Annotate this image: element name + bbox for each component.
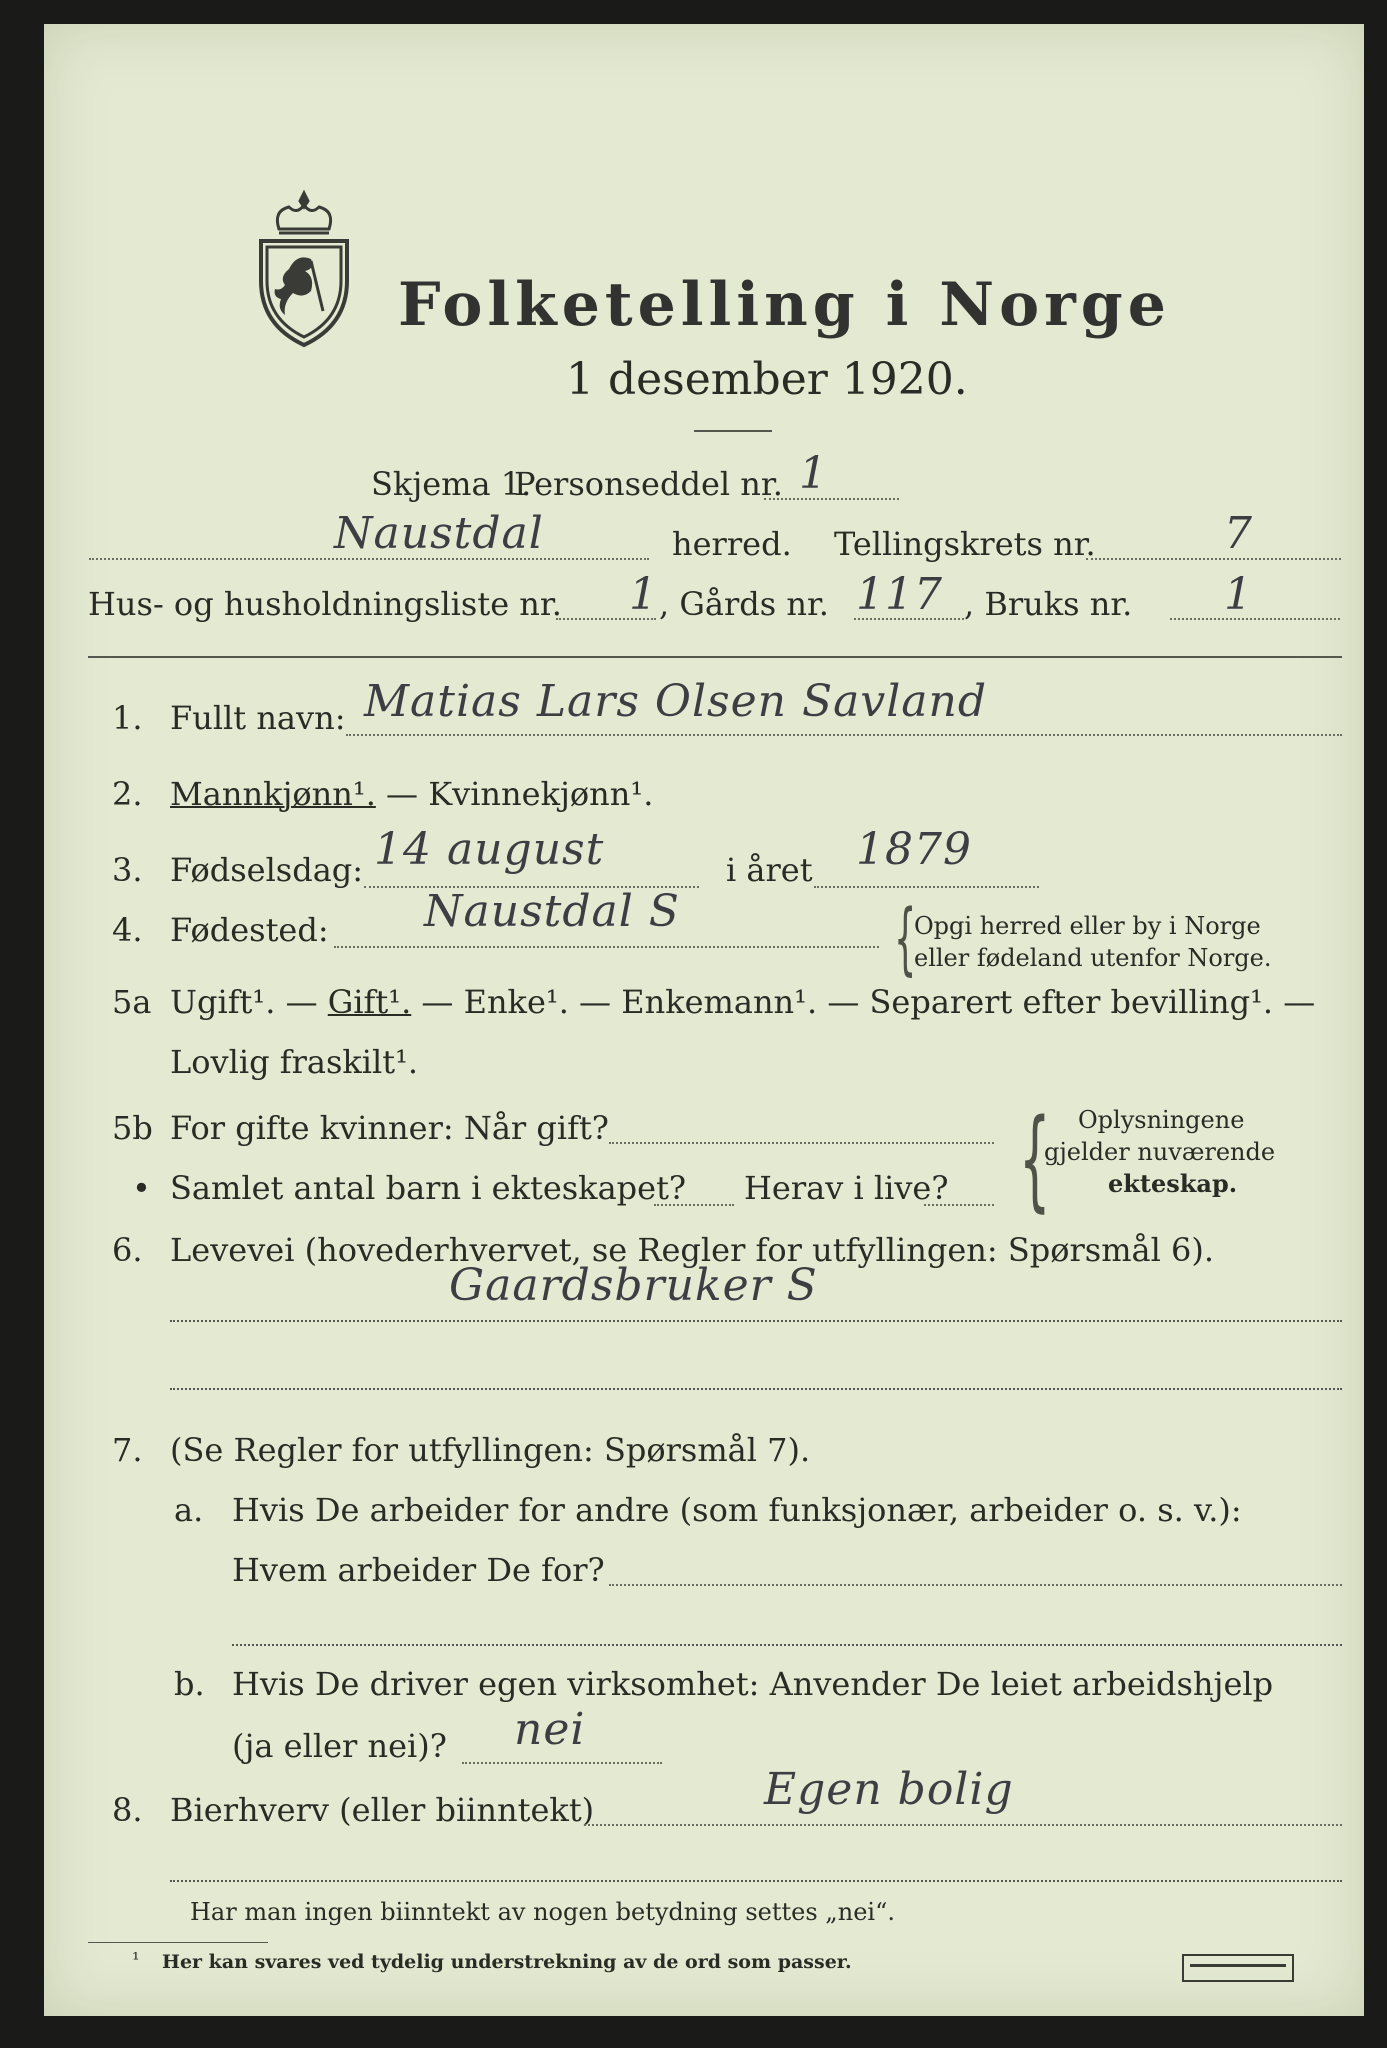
birthday-value[interactable]: 14 august <box>374 824 605 875</box>
husliste-value[interactable]: 1 <box>629 569 658 620</box>
q1-number: 1. <box>112 699 143 737</box>
header-divider <box>88 656 1342 658</box>
q5b-bullet: • <box>132 1169 151 1207</box>
birthplace-field-line <box>334 946 879 948</box>
q2-options <box>170 774 653 814</box>
gards-value[interactable]: 117 <box>856 569 943 620</box>
ugift-option[interactable]: Ugift¹. <box>170 983 276 1021</box>
personseddel-value[interactable]: 1 <box>799 448 828 499</box>
q3-number: 3. <box>112 851 143 889</box>
side-income-extra-line <box>170 1880 1342 1882</box>
q5a-dash-2: — <box>421 983 454 1021</box>
q7b-line1: Hvis De driver egen virksomhet: Anvender De leiet arbeidshjelp <box>232 1665 1274 1703</box>
q5b-note-line2: gjelder nuværende <box>1044 1138 1276 1166</box>
q5b-brace: { <box>1019 1095 1051 1223</box>
q7-number: 7. <box>112 1431 143 1469</box>
q4-note-line1: Opgi herred eller by i Norge <box>914 912 1261 940</box>
occupation-extra-line <box>170 1388 1342 1390</box>
q7a-line2: Hvem arbeider De for? <box>232 1551 605 1589</box>
employer-extra-line <box>232 1644 1342 1646</box>
hired-help-field-line <box>462 1762 662 1764</box>
children-count-label: Samlet antal barn i ekteskapet? <box>170 1169 687 1207</box>
q7-label: (Se Regler for utfyllingen: Spørsmål 7). <box>170 1431 811 1469</box>
q7a-line1: Hvis De arbeider for andre (som funksjonær, arbeider o. s. v.): <box>232 1491 1242 1529</box>
q6-label: Levevei (hovederhvervet, se Regler for utfyllingen: Spørsmål 6). <box>170 1231 1215 1269</box>
lovlig-fraskilt-option[interactable]: Lovlig fraskilt¹. <box>170 1043 419 1081</box>
page-title: Folketelling i Norge <box>398 270 1171 340</box>
birthplace-value[interactable]: Naustdal S <box>424 886 680 937</box>
q5b-number: 5b <box>112 1109 153 1147</box>
q2-separator: — <box>386 775 419 813</box>
q8-number: 8. <box>112 1791 143 1829</box>
q3-label: Fødselsdag: <box>170 851 364 889</box>
side-income-field-line <box>584 1824 1342 1826</box>
hired-help-value[interactable]: nei <box>514 1704 586 1755</box>
skjema-label: Skjema 1. <box>371 465 532 503</box>
personseddel-label: Personseddel nr. <box>514 465 783 503</box>
q4-brace: { <box>894 894 917 984</box>
children-count-field-line <box>654 1204 734 1206</box>
q2-number: 2. <box>112 775 143 813</box>
q7b-line2: (ja eller nei)? <box>232 1727 447 1765</box>
q8-label: Bierhverv (eller biinntekt) <box>170 1791 595 1829</box>
occupation-field-line <box>170 1320 1342 1322</box>
q5b-note-line3: ekteskap. <box>1108 1169 1238 1198</box>
q5a-options <box>170 982 1315 1022</box>
employer-field-line <box>609 1584 1342 1586</box>
q5a-dash-1: — <box>285 983 318 1021</box>
census-form-sheet <box>44 24 1364 2016</box>
q1-field-line <box>346 734 1342 736</box>
footnote-mark: ¹ <box>132 1949 140 1971</box>
herred-value[interactable]: Naustdal <box>334 508 544 559</box>
footnote-rule <box>88 1942 268 1943</box>
married-when-field-line <box>609 1142 994 1144</box>
q5a-number: 5a <box>112 983 152 1021</box>
children-alive-label: Herav i live? <box>744 1169 949 1207</box>
q6-number: 6. <box>112 1231 143 1269</box>
q5b-label: For gifte kvinner: Når gift? <box>170 1109 609 1147</box>
side-income-value[interactable]: Egen bolig <box>764 1764 1014 1815</box>
census-date: 1 desember 1920. <box>566 354 968 405</box>
birth-year-value[interactable]: 1879 <box>856 824 972 875</box>
q1-label: Fullt navn: <box>170 699 346 737</box>
husliste-label: Hus- og husholdningsliste nr. <box>88 585 562 623</box>
bruks-label: , Bruks nr. <box>964 585 1133 623</box>
year-label: i året <box>726 851 813 889</box>
q5b-note-line1: Oplysningene <box>1078 1106 1245 1134</box>
occupation-value[interactable]: Gaardsbruker S <box>449 1260 818 1311</box>
marital-status-options[interactable]: Enke¹. — Enkemann¹. — Separert efter bevilling¹. — <box>463 983 1316 1021</box>
footer-note: Har man ingen biinntekt av nogen betydning settes „nei“. <box>190 1898 895 1926</box>
q7b-letter: b. <box>174 1665 205 1703</box>
bruks-field-line <box>1170 618 1340 620</box>
coat-of-arms-icon <box>249 189 359 349</box>
q4-note-line2: eller fødeland utenfor Norge. <box>914 944 1272 972</box>
gender-male-option[interactable]: Mannkjønn¹. <box>170 775 376 813</box>
printer-stamp <box>1182 1954 1294 1982</box>
gift-option[interactable]: Gift¹. <box>327 983 412 1021</box>
bruks-value[interactable]: 1 <box>1224 569 1253 620</box>
q4-label: Fødested: <box>170 911 329 949</box>
gards-label: , Gårds nr. <box>659 585 829 623</box>
footnote-text: Her kan svares ved tydelig understrekning av de ord som passer. <box>162 1951 852 1973</box>
gender-female-option[interactable]: Kvinnekjønn¹. <box>428 775 654 813</box>
personseddel-field-line <box>764 498 899 500</box>
q4-number: 4. <box>112 911 143 949</box>
herred-label: herred. <box>672 525 792 563</box>
tellingskrets-value[interactable]: 7 <box>1224 508 1253 559</box>
year-field-line <box>814 886 1039 888</box>
q7a-letter: a. <box>174 1491 204 1529</box>
tellingskrets-field-line <box>1086 558 1341 560</box>
title-divider <box>694 430 772 432</box>
tellingskrets-label: Tellingskrets nr. <box>834 525 1096 563</box>
full-name-value[interactable]: Matias Lars Olsen Savland <box>364 676 988 727</box>
children-alive-field-line <box>924 1204 994 1206</box>
